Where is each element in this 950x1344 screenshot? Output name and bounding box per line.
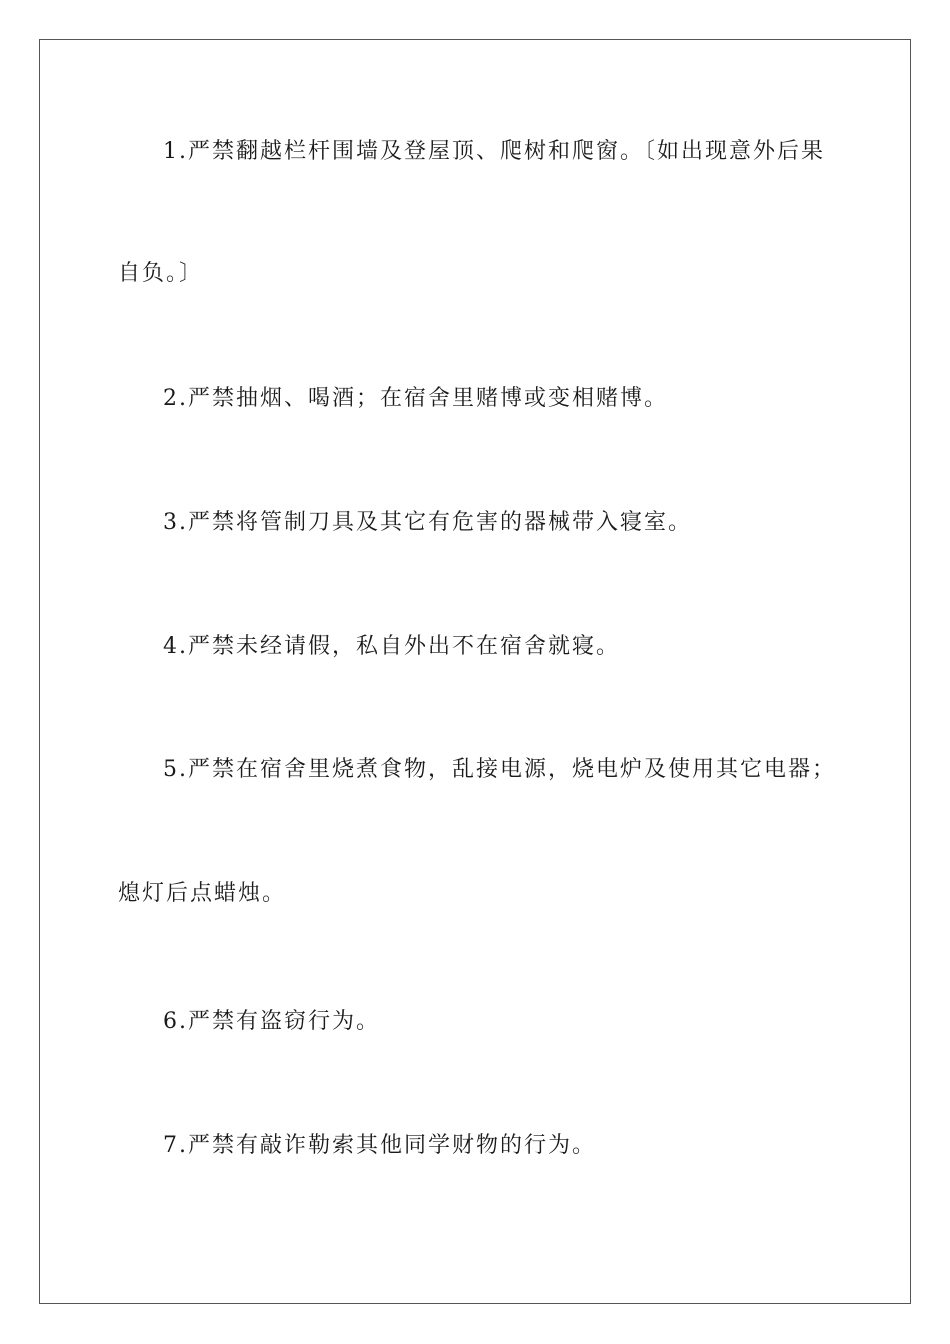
rule-7: 7.严禁有敲诈勒索其他同学财物的行为。 [163, 1133, 596, 1158]
rule-5-line-1: 5.严禁在宿舍里烧煮食物，乱接电源，烧电炉及使用其它电器； [163, 757, 836, 782]
rule-2: 2.严禁抽烟、喝酒；在宿舍里赌博或变相赌博。 [163, 386, 668, 411]
rule-1-line-1: 1.严禁翻越栏杆围墙及登屋顶、爬树和爬窗。〔如出现意外后果 [163, 139, 825, 164]
rule-4: 4.严禁未经请假，私自外出不在宿舍就寝。 [163, 634, 620, 659]
rule-5-line-2: 熄灯后点蜡烛。 [118, 881, 287, 906]
rule-1-line-2: 自负。〕 [118, 261, 204, 286]
rule-3: 3.严禁将管制刀具及其它有危害的器械带入寝室。 [163, 510, 692, 535]
rule-6: 6.严禁有盗窃行为。 [163, 1009, 380, 1034]
page-frame [39, 39, 911, 1304]
